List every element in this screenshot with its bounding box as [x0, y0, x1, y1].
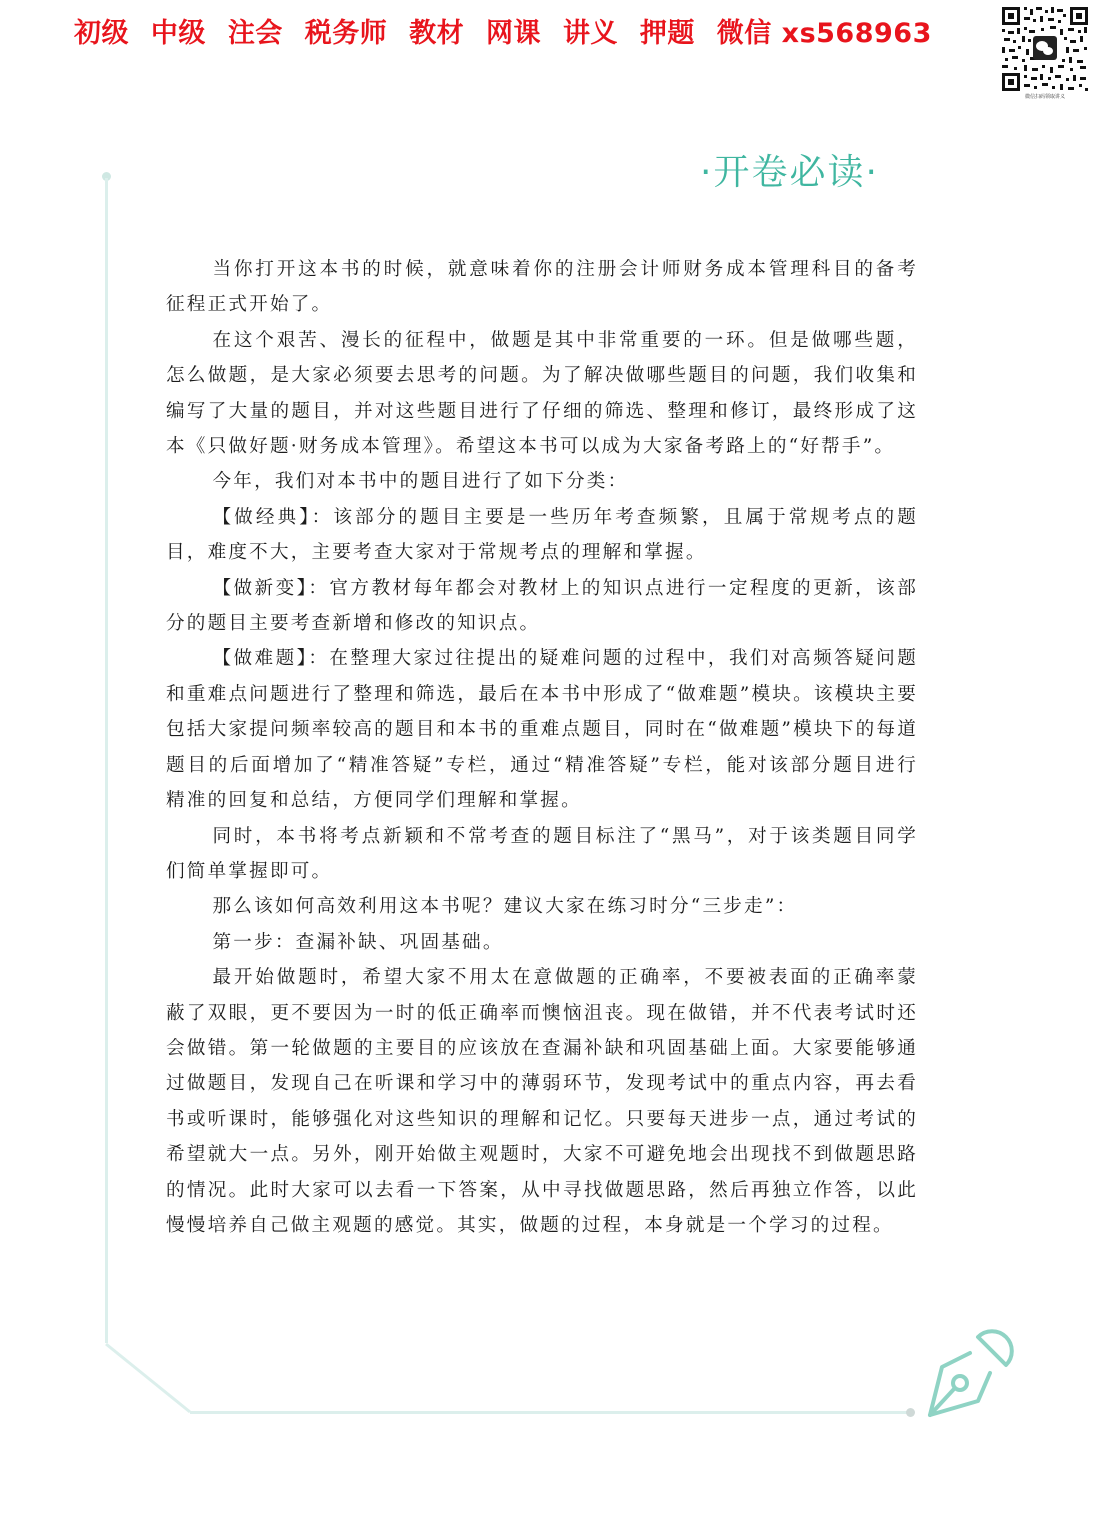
paragraph: 同时，本书将考点新颖和不常考查的题目标注了“黑马”，对于该类题目同学们简单掌握即可。	[166, 825, 918, 882]
paragraph-category-hard: 【做难题】：在整理大家过往提出的疑难问题的过程中，我们对高频答疑问题和重难点问题进行了整理和筛选，最后在本书中形成了“做难题”模块。该模块主要包括大家提问频率较高的题目和本书的重难点题目，同时在“做难题”模块下的每道题目的后面增加了“精准答疑”专栏，通过“精准答疑”专栏，能对该部分题目进行精准的回复和总结，方便同学们理解和掌握。	[166, 648, 918, 812]
paragraph: 最开始做题时，希望大家不用太在意做题的正确率，不要被表面的正确率蒙蔽了双眼，更不要因为一时的低正确率而懊恼沮丧。现在做错，并不代表考试时还会做错。第一轮做题的主要目的应该放在查漏补缺和巩固基础上面。大家要能够通过做题目，发现自己在听课和学习中的薄弱环节，发现考试中的重点内容，再去看书或听课时，能够强化对这些知识的理解和记忆。只要每天进步一点，通过考试的希望就大一点。另外，刚开始做主观题时，大家不可避免地会出现找不到做题思路的情况。此时大家可以去看一下答案，从中寻找做题思路，然后再独立作答，以此慢慢培养自己做主观题的感觉。其实，做题的过程，本身就是一个学习的过程。	[166, 967, 918, 1236]
banner-item: 初级	[74, 18, 129, 49]
paragraph: 那么该如何高效利用这本书呢？建议大家在练习时分“三步走”：	[212, 896, 798, 918]
banner-item: 中级	[150, 18, 206, 49]
paragraph: 今年，我们对本书中的题目进行了如下分类：	[212, 471, 629, 493]
qr-caption: 微信扫码领取讲义	[1024, 94, 1065, 100]
banner-item-wechat: 微信 xs568963	[716, 18, 932, 49]
banner-item: 讲义	[562, 18, 618, 49]
paragraph: 在这个艰苦、漫长的征程中，做题是其中非常重要的一环。但是做哪些题，怎么做题，是大家必须要去思考的问题。为了解决做哪些题目的问题，我们收集和编写了大量的题目，并对这些题目进行了仔细的筛选、整理和修订，最终形成了这本《只做好题·财务成本管理》。希望这本书可以成为大家备考路上的“好帮手”。	[166, 329, 918, 458]
frame-bottom-line	[190, 1411, 908, 1414]
preface-body	[166, 252, 918, 1243]
banner-item: 教材	[409, 18, 465, 49]
wechat-qr-code-icon	[1000, 5, 1090, 93]
promo-banner	[74, 14, 944, 54]
fountain-pen-icon	[920, 1325, 1015, 1424]
paragraph-category-classic: 【做经典】：该部分的题目主要是一些历年考查频繁，且属于常规考点的题目，难度不大，主要考查大家对于常规考点的理解和掌握。	[166, 506, 918, 564]
banner-item: 网课	[486, 18, 542, 49]
paragraph-step-one: 第一步：查漏补缺、巩固基础。	[212, 931, 504, 953]
section-title: ·开卷必读·	[700, 152, 879, 193]
paragraph: 当你打开这本书的时候，就意味着你的注册会计师财务成本管理科目的备考征程正式开始了。	[166, 259, 918, 316]
frame-dot-bottom	[906, 1408, 915, 1417]
banner-item: 注会	[227, 18, 283, 49]
banner-item: 税务师	[304, 18, 388, 49]
banner-item: 押题	[639, 18, 695, 49]
paragraph-category-new: 【做新变】：官方教材每年都会对教材上的知识点进行一定程度的更新，该部分的题目主要考查新增和修改的知识点。	[166, 577, 918, 635]
